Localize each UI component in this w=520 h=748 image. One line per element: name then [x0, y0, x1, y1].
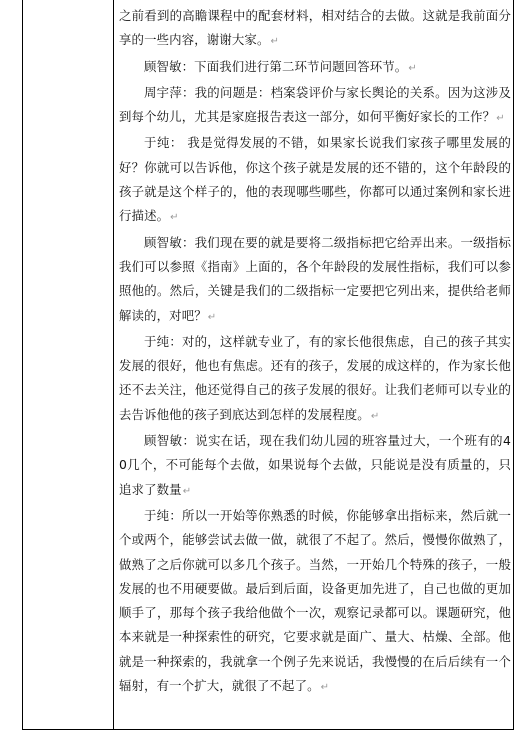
- paragraph-mark-icon: ↵: [207, 311, 217, 323]
- paragraph-8: 于纯：所以一开始等你熟悉的时候，你能够拿出指标来，然后就一个或两个，能够尝试去做一做，就很了不起了。然后，慢慢你做熟了，做熟了之后你就可以多几个孩子。当然，一开始几个特殊的孩子，一般发展的也不用硬要做。最后到后面，设备更加先进了，自己也做的更加顺手了，那每个孩子我给他做个一次，观察记录都可以。课题研究，他本来就是一种探索性的研究，它要求就是面广、量大、枯燥、全部。他就是一种探索的，我就拿一个例子先来说话，我慢慢的在后后续有一个辐射，有一个扩大，就很了不起了。↵: [119, 507, 511, 694]
- column-divider: [113, 0, 114, 729]
- paragraph-4: 于纯： 我是觉得发展的不错，如果家长说我们家孩子哪里发展的好？你就可以告诉他，你这个孩子就是发展的还不错的，这个年龄段的孩子就是这个样子的，他的表现哪些哪些，你都可以通过案例和家长进行描述。↵: [119, 135, 511, 224]
- paragraph-mark-icon: ↵: [170, 212, 179, 224]
- transcript-cell: [119, 4, 511, 700]
- paragraph-mark-icon: ↵: [270, 36, 280, 48]
- paragraph-3: 周宇萍：我的问题是：档案袋评价与家长舆论的关系。因为这涉及到每个幼儿，尤其是家庭报告表这一部分，如何平衡好家长的工作？↵: [119, 84, 511, 125]
- paragraph-mark-icon: ↵: [408, 62, 417, 74]
- paragraph-mark-icon: ↵: [370, 410, 380, 422]
- paragraph-mark-icon: ↵: [320, 682, 330, 694]
- paragraph-6: 于纯：对的，这样就专业了，有的家长他很焦虑，自己的孩子其实发展的很好，他也有焦虑。还有的孩子，发展的成这样的，作为家长他还不去关注，他还觉得自己的孩子发展的很好。让我们老师可以专业的去告诉他他的孩子到底达到怎样的发展程度。↵: [119, 333, 511, 422]
- paragraph-7: 顾智敏：说实在话，现在我们幼儿园的班容量过大，一个班有的40几个，不可能每个去做，如果说每个去做，只能说是没有质量的，只追求了数量↵: [119, 433, 511, 497]
- paragraph-5: 顾智敏：我们现在要的就是要将二级指标把它给弄出来。一级指标我们可以参照《指南》上面的，各个年龄段的发展性指标，我们可以参照他的。然后，关键是我们的二级指标一定要把它列出来，提供给老师解读的，对吧？↵: [119, 234, 511, 323]
- paragraph-mark-icon: ↵: [182, 485, 192, 497]
- paragraph-mark-icon: ↵: [496, 113, 505, 125]
- paragraph-1: 之前看到的高瞻课程中的配套材料，相对结合的去做。这就是我前面分享的一些内容，谢谢大家。↵: [119, 8, 511, 48]
- paragraph-2: 顾智敏：下面我们进行第二环节问题回答环节。↵: [144, 58, 417, 74]
- document-table: [22, 0, 514, 730]
